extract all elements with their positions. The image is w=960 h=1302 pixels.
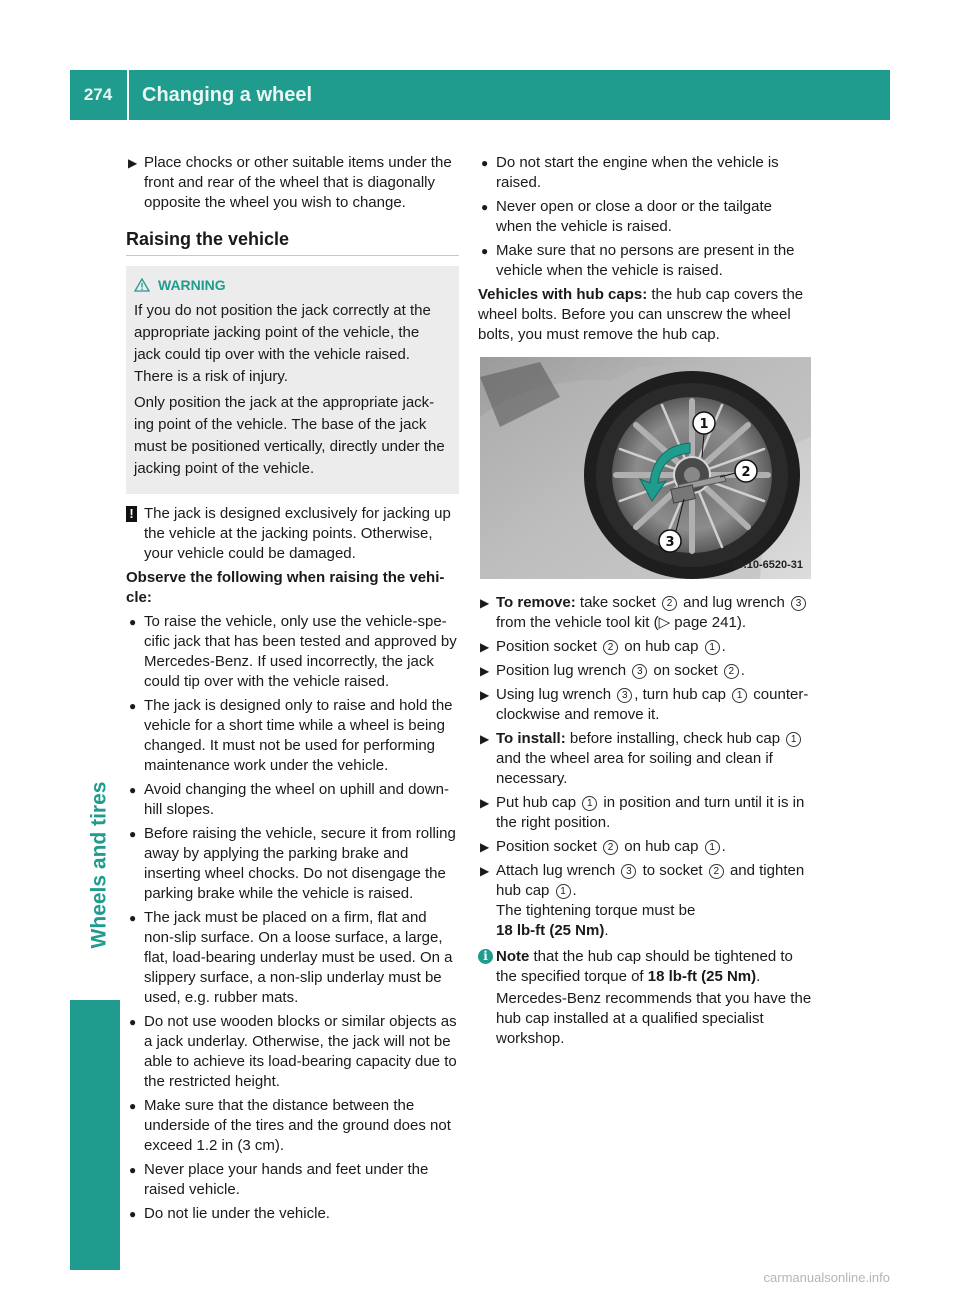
step-text: , turn hub cap [634,686,731,703]
note-value: 18 lb-ft (25 Nm) [647,968,757,985]
bullet-icon: ● [481,156,489,170]
side-tab [70,1000,120,1270]
callout-3-icon: 3 [617,688,632,703]
page-number: 274 [83,85,113,104]
note [478,947,812,1049]
bullet-icon: ● [481,244,489,258]
wheel-figure [480,357,811,579]
step-text: . [721,838,726,855]
note-label: Note [496,948,530,965]
bullet-text: To raise the vehicle, only use the vehicle-specific jack that has been tested and approved by Mercedes-Benz. If used incorrectly, the jack could tip over with the vehicle raised. [144,613,457,690]
instruction-step [478,593,812,633]
arrow-icon: ▶ [480,732,490,746]
bullet-item [478,241,812,281]
step-text: take socket [575,594,660,611]
step-text: Place chocks or other suitable items under the front and rear of the wheel that is diagonally opposite the wheel you wish to change. [144,154,452,211]
callout-1-icon: 1 [705,640,720,655]
side-tab-label-wrap [87,735,111,995]
step-text: Position socket [496,838,602,855]
bullet-text: Make sure that no persons are present in the vehicle when the vehicle is raised. [496,242,795,279]
step-text: . [572,882,577,899]
bullet-icon: ● [129,1207,137,1221]
left-column [126,153,459,1228]
header-divider [127,70,129,120]
instruction-step [478,729,812,789]
callout-2-icon: 2 [603,840,618,855]
instruction-step [478,661,812,681]
notice [126,504,459,564]
bullet-text: Before raising the vehicle, secure it from rolling away by applying the parking brake and inserting wheel chocks. Do not disengage the parking brake while the vehicle is raised. [144,825,456,902]
bullet-icon: ● [129,1015,137,1029]
bullet-item [126,1204,459,1224]
step-label: To install: [496,730,566,747]
note-text: that the hub cap should be tightened to the specified torque of [496,948,793,985]
instruction-step [478,837,812,857]
step-text: on hub cap [620,638,703,655]
watermark: carmanualsonline.info [763,1270,890,1285]
instruction-step [478,637,812,657]
notice-icon: ! [126,506,137,522]
callout-1: 1 [699,417,709,432]
notice-text: The jack is designed exclusively for jacking up the vehicle at the jacking points. Otherwise, your vehicle could be damaged. [144,505,451,562]
bullet-item [126,908,459,1008]
step-text: . [721,638,726,655]
warning-paragraph: Only position the jack at the appropriate jacking point of the vehicle. The base of the jack must be positioned vertically, directly under the jacking point of the vehicle. [134,394,445,477]
step-label: To remove: [496,594,576,611]
callout-2-icon: 2 [603,640,618,655]
callout-2-icon: 2 [709,864,724,879]
bullet-item [126,1012,459,1092]
step-text: and the wheel area for soiling and clean if necessary. [496,750,773,787]
figure-code: P40.10-6520-31 [724,559,803,571]
arrow-icon: ▶ [480,864,490,878]
bullet-icon: ● [129,1099,137,1113]
bullet-item [126,780,459,820]
step-text: on hub cap [620,838,703,855]
torque-value: 18 lb-ft (25 Nm) [496,922,605,939]
step-text: to socket [638,862,707,879]
callout-3-icon: 3 [791,596,806,611]
bullet-text: Do not use wooden blocks or similar objects as a jack underlay. Otherwise, the jack will not be able to achieve its load-bearing capacity due to the restricted height. [144,1013,457,1090]
bullet-text: Do not lie under the vehicle. [144,1205,330,1222]
bullet-icon: ● [129,783,137,797]
callout-3-icon: 3 [632,664,647,679]
step-text: counter-clockwise and remove it. [496,686,809,723]
step-text: on socket [649,662,722,679]
bullet-icon: ● [129,615,137,629]
arrow-icon: ▶ [128,156,138,170]
bullet-text: Never open or close a door or the tailgate when the vehicle is raised. [496,198,772,235]
step-text: Put hub cap [496,794,581,811]
bullet-text: Make sure that the distance between the underside of the tires and the ground does not exceed 1.2 in (3 cm). [144,1097,451,1154]
bullet-icon: ● [129,1163,137,1177]
bullet-text: Never place your hands and feet under the raised vehicle. [144,1161,429,1198]
step-text: Attach lug wrench [496,862,620,879]
arrow-icon: ▶ [480,688,490,702]
step-text: . [604,922,609,939]
torque-text: The tightening torque must be [496,902,696,919]
warning-paragraph: If you do not position the jack correctly at the appropriate jacking point of the vehicle, the jack could tip over with the vehicle raised. There is a risk of injury. [134,302,431,385]
callout-2: 2 [741,465,751,480]
observe-heading: Observe the following when raising the vehicle: [126,569,445,606]
callout-1-icon: 1 [705,840,720,855]
bullet-item [478,197,812,237]
callout-1-icon: 1 [556,884,571,899]
step-text: from the vehicle tool kit ( [496,614,659,631]
info-icon: i [478,949,493,964]
side-tab-label: Wheels and tires [87,781,111,949]
step-text: and tighten hub cap [496,862,805,899]
arrow-icon: ▶ [480,840,490,854]
callout-2-icon: 2 [724,664,739,679]
warning-title: WARNING [158,277,226,293]
step-text: before installing, check hub cap [565,730,785,747]
bullet-text: Do not start the engine when the vehicle is raised. [496,154,779,191]
callout-2-icon: 2 [662,596,677,611]
step-text: Using lug wrench [496,686,616,703]
callout-3: 3 [665,535,675,550]
torque-line [496,921,812,941]
warning-box [126,266,459,494]
header-bar [70,70,890,120]
note-text: Mercedes-Benz recommends that you have the hub cap installed at a qualified specialist workshop. [496,990,812,1047]
bullet-text: The jack must be placed on a firm, flat and non-slip surface. On a loose surface, a large, flat, load-bearing underlay must be used. On a slippery surface, a non-slip underlay must be used, e.g. rubber mats. [144,909,453,1006]
callout-1-icon: 1 [786,732,801,747]
instruction-step [478,793,812,833]
step-text: Position lug wrench [496,662,631,679]
wheel-illustration [480,357,811,579]
arrow-icon: ▶ [480,796,490,810]
arrow-icon: ▶ [480,596,490,610]
page-reference-link[interactable]: ▷ page 241 [658,614,737,631]
arrow-icon: ▶ [480,664,490,678]
chapter-title: Changing a wheel [142,84,313,106]
bullet-icon: ● [129,911,137,925]
instruction-step [126,153,459,213]
bullet-item [478,153,812,193]
step-text: in position and turn until it is in the right position. [496,794,805,831]
bullet-text: Avoid changing the wheel on uphill and downhill slopes. [144,781,449,818]
warning-header [134,274,449,296]
hubcaps-text: the hub cap covers the wheel bolts. Before you can unscrew the wheel bolts, you must remove the hub cap. [478,286,804,343]
callout-1-icon: 1 [582,796,597,811]
instruction-step [478,685,812,725]
section-heading: Raising the vehicle [126,229,459,256]
callout-1-icon: 1 [732,688,747,703]
bullet-icon: ● [129,699,137,713]
warning-triangle-icon [134,278,150,292]
step-text: and lug wrench [678,594,790,611]
instruction-step [478,861,812,941]
bullet-item [126,824,459,904]
hubcaps-paragraph [478,285,812,345]
right-column [478,153,812,1053]
note-text: . [756,968,761,985]
step-text: ). [736,614,747,631]
bullet-item [126,696,459,776]
step-text: . [740,662,745,679]
bullet-icon: ● [129,827,137,841]
bullet-item [126,612,459,692]
bullet-item [126,1160,459,1200]
bullet-item [126,1096,459,1156]
hubcaps-label: Vehicles with hub caps: [478,286,648,303]
bullet-icon: ● [481,200,489,214]
step-text: Position socket [496,638,602,655]
callout-3-icon: 3 [621,864,636,879]
arrow-icon: ▶ [480,640,490,654]
bullet-text: The jack is designed only to raise and hold the vehicle for a short time while a wheel is being changed. It must not be used for performing maintenance work under the vehicle. [144,697,453,774]
